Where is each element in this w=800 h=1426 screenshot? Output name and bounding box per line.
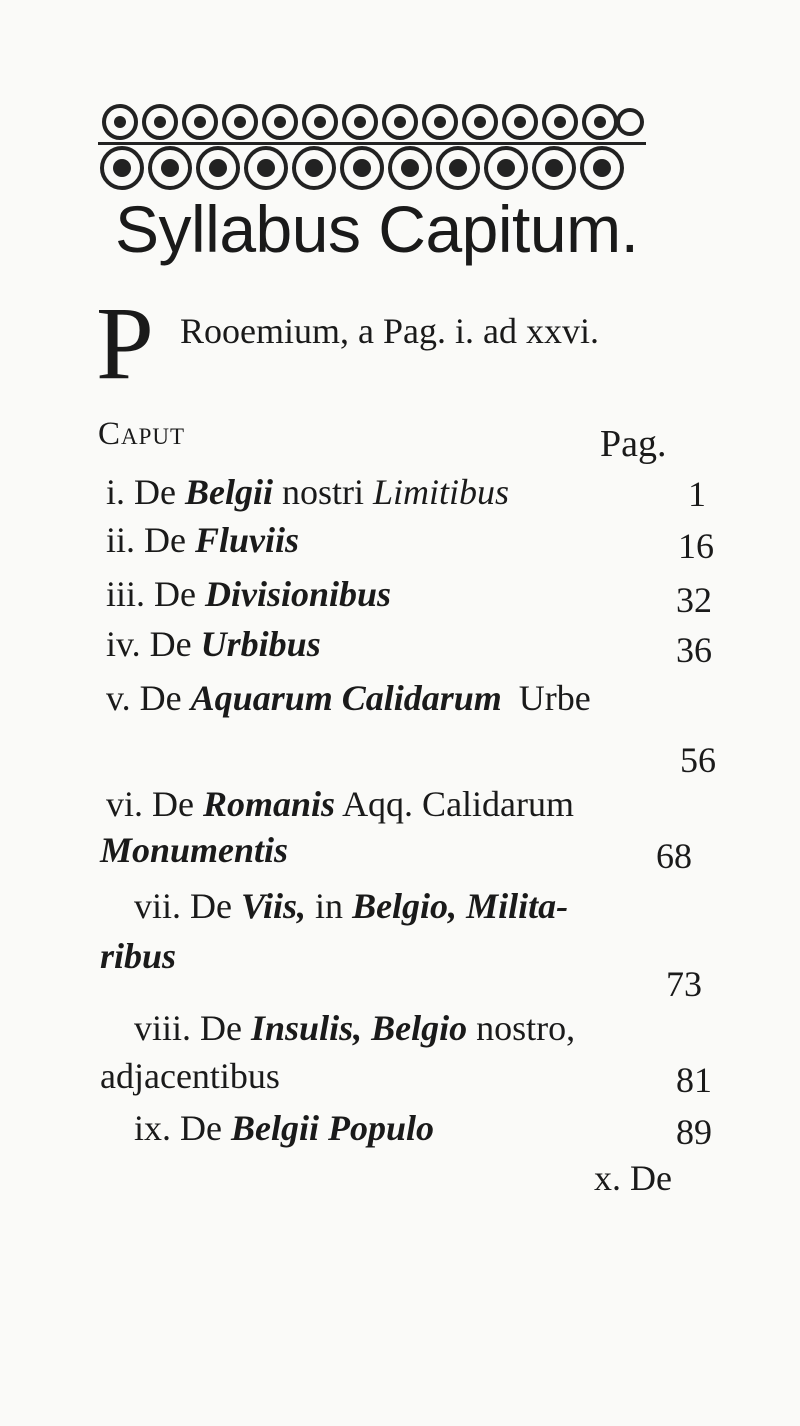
toc-page-number: 32 <box>676 580 712 620</box>
toc-page-number: 81 <box>676 1060 712 1100</box>
drop-capital: P <box>96 286 154 401</box>
toc-entry-continuation: ribus <box>100 936 177 976</box>
toc-page-number: 89 <box>676 1112 712 1152</box>
toc-page-number: 56 <box>680 740 716 780</box>
toc-entry-continuation: Monumentis <box>100 830 289 870</box>
caput-label: Caput <box>98 416 186 452</box>
toc-page-number: 1 <box>688 474 706 514</box>
proem-text: Rooemium, a Pag. i. ad xxvi. <box>180 311 599 351</box>
toc-entry: i. De Belgii nostri Limitibus <box>106 472 510 512</box>
toc-entry: vi. De Romanis Aqq. Calidarum <box>106 784 575 824</box>
toc-page-number: 36 <box>676 630 712 670</box>
toc-page-number: 73 <box>666 964 702 1004</box>
toc-entry-continuation: adjacentibus <box>100 1056 280 1096</box>
toc-entry: iv. De Urbibus <box>106 624 321 664</box>
toc-entry: viii. De Insulis, Belgio nostro, <box>134 1008 576 1048</box>
toc-entry: iii. De Divisionibus <box>106 574 392 614</box>
proem-line <box>96 286 756 401</box>
toc-entry: vii. De Viis, in Belgio, Milita- <box>134 886 569 926</box>
toc-page-number: 68 <box>656 836 692 876</box>
toc-entry: ix. De Belgii Populo <box>134 1108 435 1148</box>
page-title: Syllabus Capitum. <box>115 192 639 266</box>
toc-entry: v. De Aquarum Calidarum Urbe <box>106 678 591 718</box>
catchword: x. De <box>594 1158 672 1198</box>
pag-label: Pag. <box>600 423 667 465</box>
ornament-band <box>98 98 646 196</box>
toc-page-number: 16 <box>678 526 714 566</box>
toc-entry: ii. De Fluviis <box>106 520 300 560</box>
